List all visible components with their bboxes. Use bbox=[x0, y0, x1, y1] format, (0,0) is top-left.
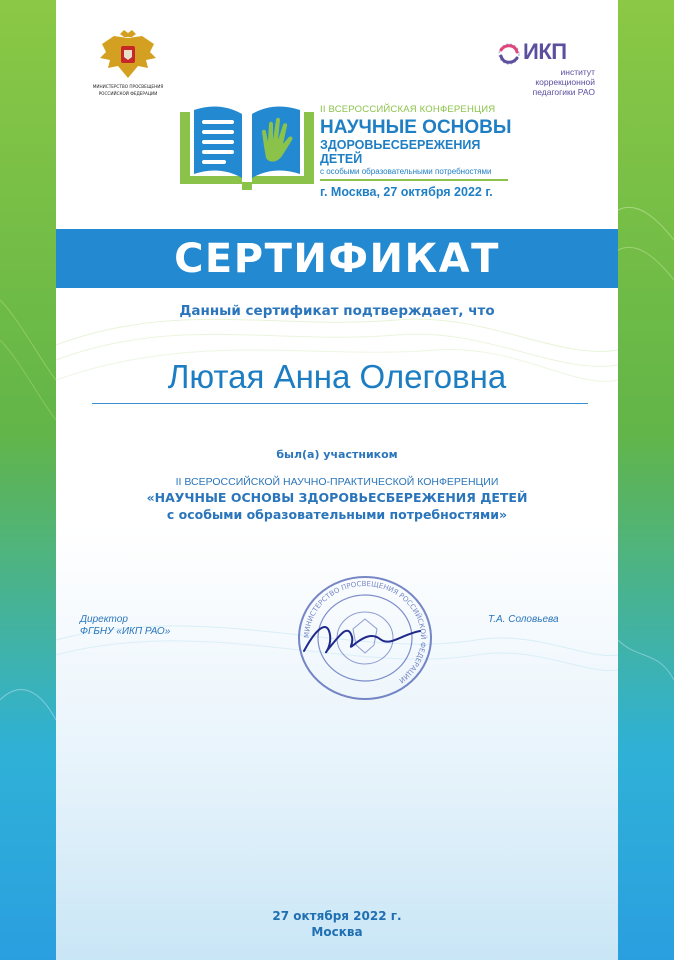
right-decorative-band bbox=[618, 0, 674, 960]
official-stamp-icon bbox=[290, 573, 440, 703]
conf-logo-line3: ЗДОРОВЬЕСБЕРЕЖЕНИЯ ДЕТЕЙ bbox=[320, 138, 481, 166]
left-decorative-band bbox=[0, 0, 56, 960]
footer-date: 27 октября 2022 г. bbox=[272, 909, 402, 923]
participation-text: был(а) участником bbox=[276, 448, 398, 461]
conf-logo-line1: II ВСЕРОССИЙСКАЯ КОНФЕРЕНЦИЯ bbox=[320, 104, 496, 115]
coat-of-arms-icon bbox=[96, 30, 160, 82]
ikp-subtitle-line2: коррекционной bbox=[535, 77, 595, 87]
conf-logo-line4: с особыми образовательными потребностями bbox=[320, 167, 492, 176]
certificate-title: СЕРТИФИКАТ bbox=[174, 235, 500, 282]
recipient-name: Лютая Анна Олеговна bbox=[167, 358, 507, 395]
ikp-logo-name: ИКП bbox=[523, 39, 567, 64]
ikp-subtitle-line1: институт bbox=[560, 67, 595, 77]
signatory-name: Т.А. Соловьева bbox=[488, 614, 559, 625]
conf-logo-line2: НАУЧНЫЕ ОСНОВЫ bbox=[320, 117, 512, 138]
conf-logo-divider bbox=[320, 179, 508, 181]
certificate-title-banner bbox=[56, 229, 618, 288]
footer-date-location bbox=[56, 908, 618, 940]
signatory-title-line2: ФГБНУ «ИКП РАО» bbox=[80, 626, 171, 637]
ikp-logo-subtitle bbox=[525, 67, 595, 97]
footer-city: Москва bbox=[311, 925, 363, 939]
ministry-name-line1: МИНИСТЕРСТВО ПРОСВЕЩЕНИЯ bbox=[92, 84, 164, 89]
ministry-logo bbox=[88, 30, 168, 96]
stamp-text: МИНИСТЕРСТВО ПРОСВЕЩЕНИЯ РОССИЙСКОЙ ФЕДЕРАЦИИ bbox=[302, 579, 428, 685]
conference-name-line1: II ВСЕРОССИЙСКОЙ НАУЧНО-ПРАКТИЧЕСКОЙ КОНФЕРЕНЦИИ bbox=[175, 476, 499, 488]
conference-name-line2: «НАУЧНЫЕ ОСНОВЫ ЗДОРОВЬЕСБЕРЕЖЕНИЯ ДЕТЕЙ bbox=[146, 490, 528, 505]
name-underline bbox=[92, 403, 588, 404]
svg-text:МИНИСТЕРСТВО ПРОСВЕЩЕНИЯ РОССИ bbox=[303, 580, 428, 684]
ikp-subtitle-line3: педагогики РАО bbox=[532, 87, 595, 97]
confirmation-text: Данный сертификат подтверждает, что bbox=[179, 303, 495, 319]
signatory-title-line1: Директор bbox=[80, 614, 128, 625]
signatory-title bbox=[80, 614, 170, 638]
conference-logo-text bbox=[320, 104, 520, 199]
conference-name-line3: с особыми образовательными потребностями» bbox=[166, 507, 508, 522]
book-hand-icon bbox=[178, 98, 316, 194]
ikp-swirl-icon bbox=[495, 40, 523, 68]
conf-logo-line5: г. Москва, 27 октября 2022 г. bbox=[320, 184, 493, 199]
ministry-name-line2: РОССИЙСКОЙ ФЕДЕРАЦИИ bbox=[98, 91, 158, 96]
